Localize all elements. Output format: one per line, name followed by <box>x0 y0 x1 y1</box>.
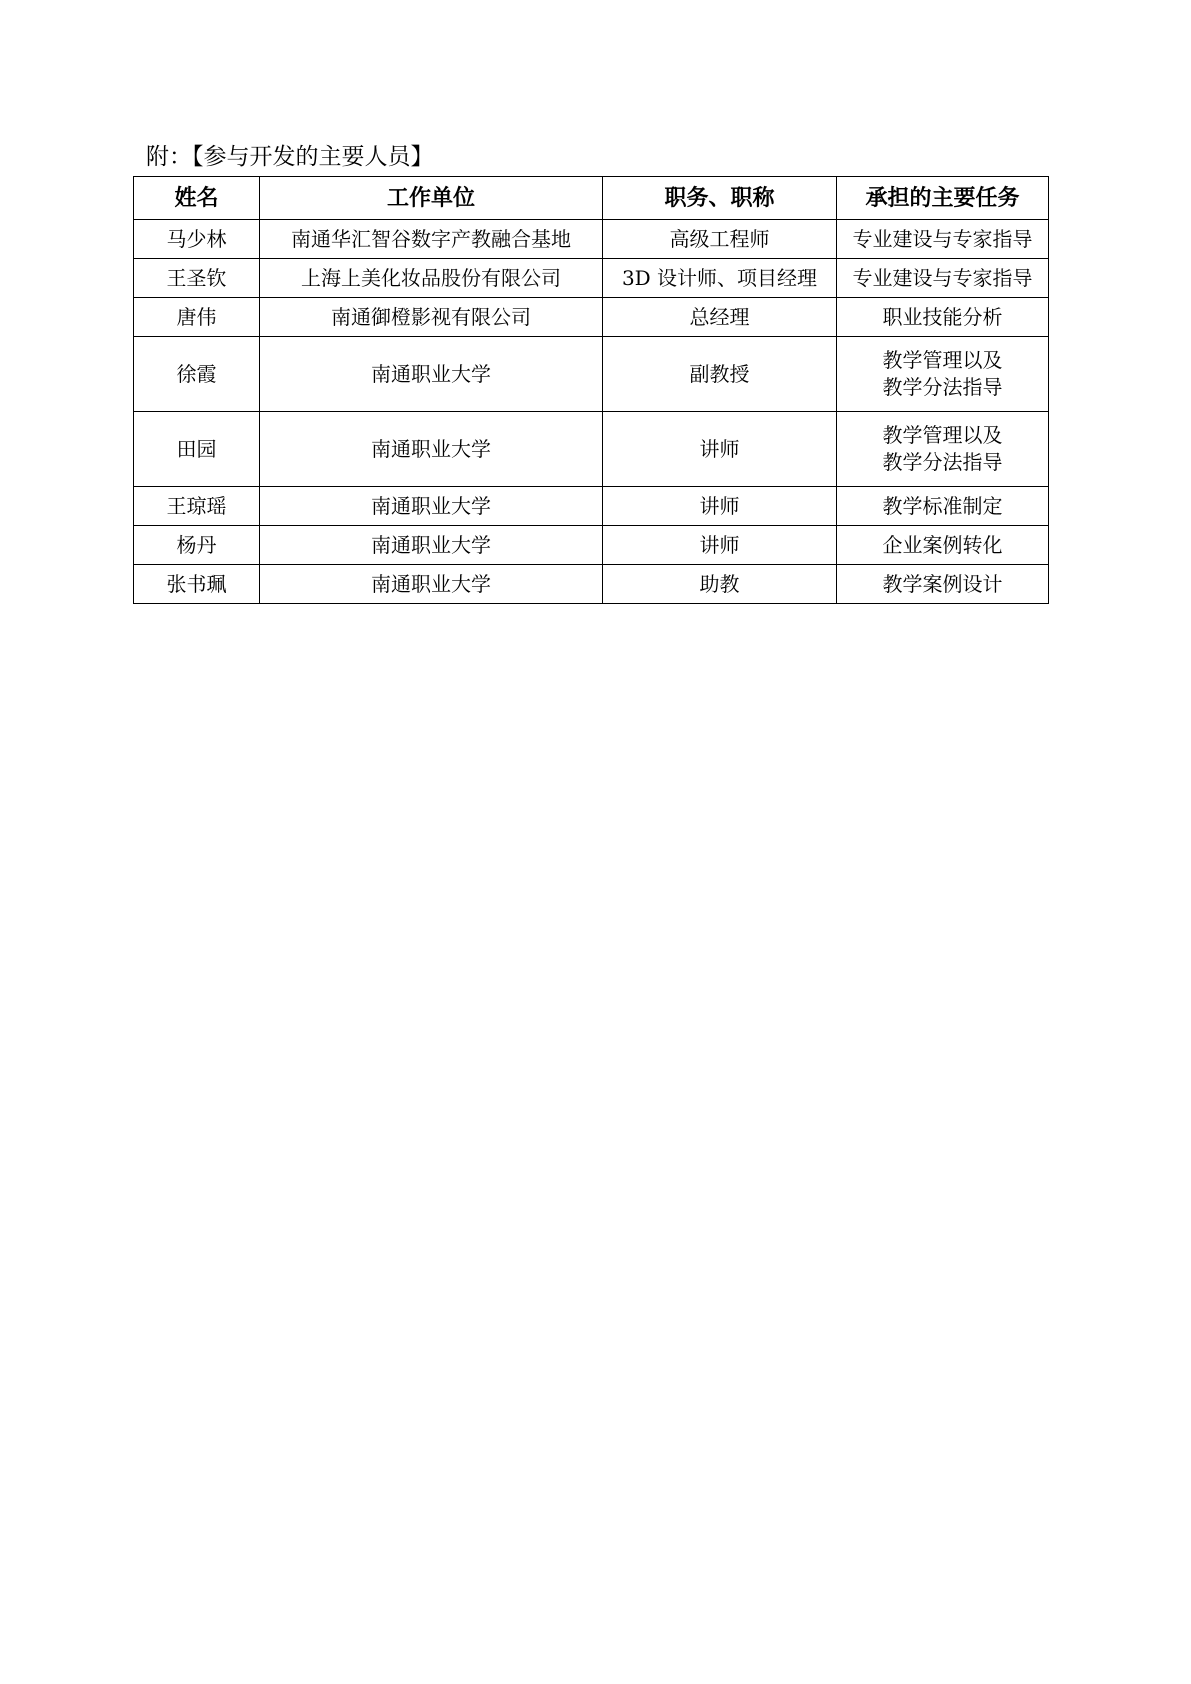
cell-unit: 南通职业大学 <box>260 565 603 604</box>
cell-name: 徐霞 <box>134 337 260 412</box>
cell-title: 3D 设计师、项目经理 <box>603 259 837 298</box>
cell-task <box>837 565 1049 604</box>
header-name: 姓名 <box>134 177 260 220</box>
section-heading: 附：【参与开发的主要人员】 <box>146 144 434 170</box>
cell-name: 张书珮 <box>134 565 260 604</box>
header-task: 承担的主要任务 <box>837 177 1049 220</box>
table-row <box>134 526 1049 565</box>
cell-name: 唐伟 <box>134 298 260 337</box>
staff-table <box>133 176 1049 604</box>
cell-task <box>837 259 1049 298</box>
table-header-row <box>134 177 1049 220</box>
task-line: 教学分法指导 <box>882 375 1003 399</box>
cell-unit: 南通职业大学 <box>260 526 603 565</box>
cell-title: 高级工程师 <box>603 220 837 259</box>
cell-name: 田园 <box>134 412 260 487</box>
task-line: 企业案例转化 <box>882 532 1003 557</box>
cell-title: 助教 <box>603 565 837 604</box>
cell-unit: 南通职业大学 <box>260 412 603 487</box>
cell-title: 讲师 <box>603 412 837 487</box>
cell-name: 王圣钦 <box>134 259 260 298</box>
cell-unit: 南通职业大学 <box>260 487 603 526</box>
task-line: 专业建设与专家指导 <box>852 265 1033 290</box>
task-line: 职业技能分析 <box>882 304 1003 329</box>
task-line: 专业建设与专家指导 <box>852 226 1033 251</box>
cell-task <box>837 337 1049 412</box>
cell-title: 副教授 <box>603 337 837 412</box>
cell-title: 总经理 <box>603 298 837 337</box>
cell-task <box>837 412 1049 487</box>
table-row <box>134 298 1049 337</box>
cell-unit: 南通华汇智谷数字产教融合基地 <box>260 220 603 259</box>
cell-name: 王琼瑶 <box>134 487 260 526</box>
cell-unit: 南通御橙影视有限公司 <box>260 298 603 337</box>
task-line: 教学标准制定 <box>882 493 1003 518</box>
task-line: 教学分法指导 <box>882 450 1003 474</box>
header-unit: 工作单位 <box>260 177 603 220</box>
table-row <box>134 259 1049 298</box>
table-row <box>134 412 1049 487</box>
cell-name: 杨丹 <box>134 526 260 565</box>
table-row <box>134 487 1049 526</box>
cell-unit: 南通职业大学 <box>260 337 603 412</box>
task-line: 教学案例设计 <box>882 571 1003 596</box>
table-row <box>134 220 1049 259</box>
cell-title: 讲师 <box>603 526 837 565</box>
cell-title: 讲师 <box>603 487 837 526</box>
cell-task <box>837 298 1049 337</box>
cell-unit: 上海上美化妆品股份有限公司 <box>260 259 603 298</box>
task-line: 教学管理以及 <box>882 348 1003 372</box>
cell-task <box>837 526 1049 565</box>
table-row <box>134 337 1049 412</box>
table-row <box>134 565 1049 604</box>
cell-name: 马少林 <box>134 220 260 259</box>
task-line: 教学管理以及 <box>882 423 1003 447</box>
header-title: 职务、职称 <box>603 177 837 220</box>
cell-task <box>837 487 1049 526</box>
cell-task <box>837 220 1049 259</box>
